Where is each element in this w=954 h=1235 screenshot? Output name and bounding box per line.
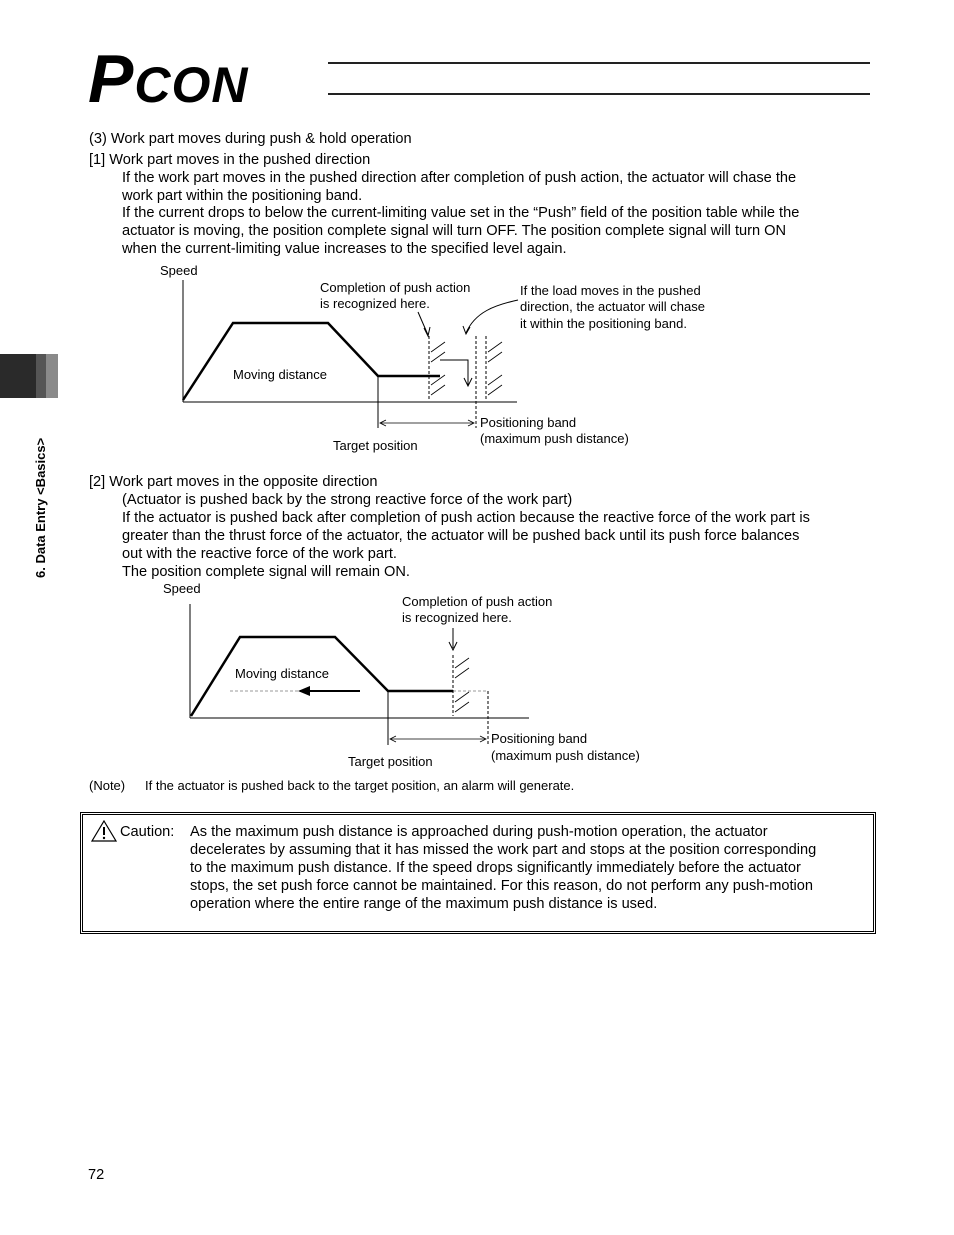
- caution-line: decelerates by assuming that it has missed the work part and stops at the position corresponding: [190, 842, 817, 858]
- caution-line: operation where the entire range of the maximum push distance is used.: [190, 896, 658, 912]
- item1-line: when the current-limiting value increases to the specified level again.: [122, 241, 567, 257]
- warning-icon: [91, 820, 117, 842]
- item1-line: If the work part moves in the pushed direction after completion of push action, the actuator will chase the: [122, 170, 797, 186]
- side-tab-label: 6. Data Entry <Basics>: [33, 437, 48, 578]
- item1-line: work part within the positioning band.: [122, 188, 363, 204]
- d2-completion-label: is recognized here.: [402, 610, 512, 625]
- logo-con: CON: [134, 57, 249, 113]
- d1-target-position-label: Target position: [333, 438, 418, 453]
- logo-p: P: [88, 41, 135, 117]
- d1-hatch-left: [431, 342, 445, 395]
- item2-heading: [2] Work part moves in the opposite direction: [89, 474, 378, 490]
- note-text: If the actuator is pushed back to the target position, an alarm will generate.: [145, 778, 575, 793]
- caution-label: Caution:: [120, 824, 175, 840]
- d1-speed-label: Speed: [160, 263, 198, 278]
- d1-band-label: Positioning band: [480, 415, 577, 430]
- header-rule-bottom: [328, 93, 870, 95]
- d1-hatch-right: [488, 342, 502, 395]
- d1-completion-label: Completion of push action: [320, 280, 471, 295]
- d2-target-position-label: Target position: [348, 754, 433, 769]
- item1-line: If the current drops to below the current-limiting value set in the “Push” field of the position table while the: [122, 205, 800, 221]
- item2-line: If the actuator is pushed back after completion of push action because the reactive force of the work part is: [122, 510, 810, 526]
- page-number: 72: [88, 1167, 105, 1183]
- side-tab-block-mid: [36, 354, 46, 398]
- d1-speed-profile: [183, 323, 440, 400]
- d2-completion-label: Completion of push action: [402, 594, 553, 609]
- d2-pushback-arrowhead: [298, 686, 310, 696]
- pcon-logo: [88, 40, 248, 118]
- d2-band-label: Positioning band: [491, 731, 588, 746]
- section-title: (3) Work part moves during push & hold operation: [89, 131, 412, 147]
- note-label: (Note): [89, 778, 126, 793]
- side-tab-block-light: [46, 354, 58, 398]
- d2-moving-distance-label: Moving distance: [235, 666, 329, 681]
- d1-completion-label: is recognized here.: [320, 296, 430, 311]
- item2-line: The position complete signal will remain ON.: [122, 564, 410, 580]
- header-rule-top: [328, 62, 870, 64]
- caution-line: stops, the set push force cannot be maintained. For this reason, do not perform any push-motion: [190, 878, 814, 894]
- d1-completion-pointer: [418, 312, 428, 335]
- d1-load-label: it within the positioning band.: [520, 316, 687, 331]
- d1-chase-line: [440, 360, 468, 385]
- item1-heading: [1] Work part moves in the pushed direction: [89, 152, 371, 168]
- d2-hatch: [455, 658, 469, 712]
- item1-line: actuator is moving, the position complete signal will turn OFF. The position complete signal will turn ON: [122, 223, 787, 239]
- d1-load-pointer: [466, 300, 518, 333]
- caution-line: to the maximum push distance. If the speed drops significantly immediately before the actuator: [190, 860, 801, 876]
- d2-band-label: (maximum push distance): [491, 748, 640, 763]
- side-tab-block: [0, 354, 36, 398]
- d1-load-label: If the load moves in the pushed: [520, 283, 701, 298]
- item2-line: out with the reactive force of the work part.: [122, 546, 397, 562]
- d1-load-label: direction, the actuator will chase: [520, 299, 705, 314]
- d2-speed-label: Speed: [163, 581, 201, 596]
- caution-line: As the maximum push distance is approached during push-motion operation, the actuator: [190, 824, 768, 840]
- item2-line: (Actuator is pushed back by the strong reactive force of the work part): [122, 492, 573, 508]
- item2-line: greater than the thrust force of the actuator, the actuator will be pushed back until its push force balances: [122, 528, 800, 544]
- d1-band-label: (maximum push distance): [480, 431, 629, 446]
- d1-moving-distance-label: Moving distance: [233, 367, 327, 382]
